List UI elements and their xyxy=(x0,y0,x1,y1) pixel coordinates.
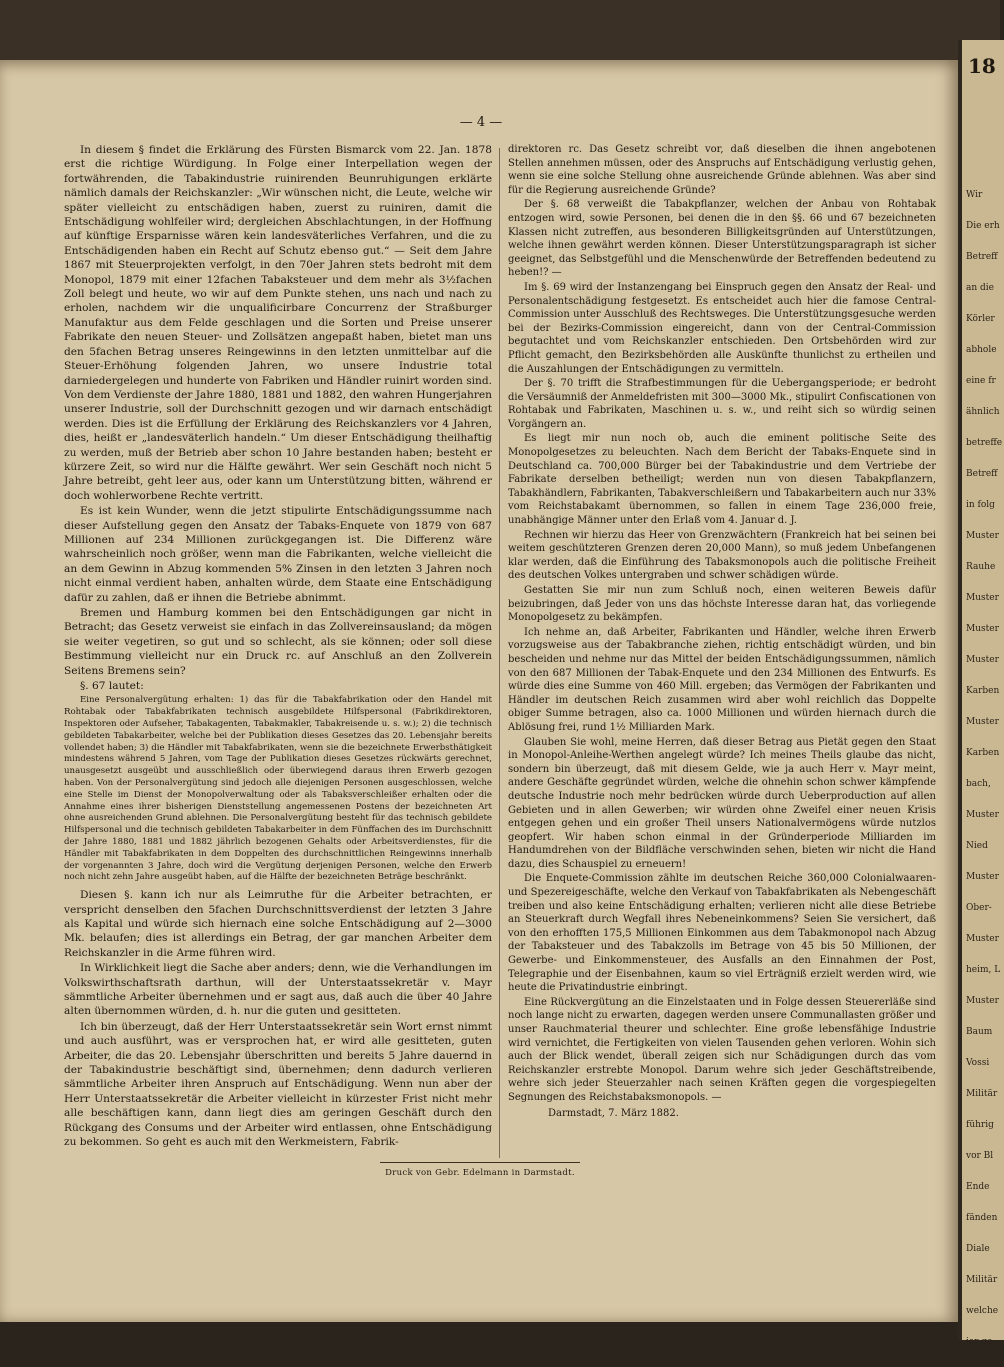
adjacent-page-fragment: bach, xyxy=(966,779,991,789)
paragraph: Der §. 68 verweißt die Tabakpflanzer, welchen der Anbau von Rohtabak entzogen wird, sowie Personen, bei denen die in den §§. 66 und 67 bezeichneten Klassen nicht zutreffen, aus besonderen Billigkeitsgründen auf Unterstützungen, welche ihnen gewährt werden können. Dieser Unterstützungsparagraph ist sicher geeignet, das Selbstgefühl und die Menschenwürde der Betreffenden bedeutend zu heben!? — xyxy=(508,199,936,279)
adjacent-page-fragment: führig xyxy=(966,1120,994,1130)
quoted-law-text: Eine Personalvergütung erhalten: 1) das für die Tabakfabrikation oder den Handel mit Rohtabak oder Tabakfabrikaten technisch ausgebildete Hilfspersonal (Fabrikdirektoren, Inspektoren oder Aufseher, Tabakagenten, Tabakmakler, Tabakreisende u. s. w.); 2) die technisch gebildeten Tabakarbeiter, welche bei der Publikation dieses Gesetzes das 20. Lebensjahr bereits vollendet haben; 3) die Händler mit Tabakfabrikaten, wenn sie die bezeichnete Erwerbsthätigkeit mindestens während 5 Jahren, vom Tage der Publikation dieses Gesetzes rückwärts gerechnet, unausgesetzt ausgeübt und ausschließlich oder überwiegend daraus ihren Erwerb gezogen haben. Von der Personalvergütung sind jedoch alle diejenigen Personen ausgeschlossen, welche eine Stelle im Dienst der Monopolverwaltung oder als Tabaksverschleißer erhalten oder die Annahme eines ihrer bisherigen Dienststellung angemessenen Postens der bezeichneten Art ohne ausreichenden Grund ablehnen. Die Personalvergütung besteht für das technisch gebildete Hilfspersonal und die technisch gebildeten Tabakarbeiter in dem Fünffachen des im Durchschnitt der Jahre 1880, 1881 und 1882 jährlich bezogenen Gehalts oder Arbeitsverdienstes, für die Händler mit Tabakfabrikaten in dem Doppelten des durchschnittlichen Reingewinns innerhalb der vorgenannten 3 Jahre, doch wird die Vergütung derjenigen Personen, welche den Erwerb noch nicht zehn Jahre ausgeübt haben, auf die Hälfte der bezeichneten Beträge beschränkt. xyxy=(64,695,492,883)
paragraph: Glauben Sie wohl, meine Herren, daß dieser Betrag aus Pietät gegen den Staat in Monopol-Anleihe-Werthen angelegt würde? Ich meines Theils glaube das nicht, sondern bin überzeugt, daß mit diesem Gelde, wie ja auch Herr v. Mayr meint, andere Geschäfte gegründet würden, welche die ohnehin schon schwer kämpfende deutsche Industrie noch mehr bedrücken würde durch Ueberproduction auf allen Gebieten und in allen Gewerben; wir würden ohne Zweifel einer neuen Krisis entgegen gehen und ein großer Theil unsers Nationalvermögens würde nutzlos geopfert. Wir haben schon einmal in der Gründerperiode Milliarden im Handumdrehen von der Bildfläche verschwinden sehen, bieten wir nicht die Hand dazu, dies Schauspiel zu erneuern! xyxy=(508,736,936,870)
paragraph: Der §. 70 trifft die Strafbestimmungen für die Uebergangsperiode; er bedroht die Versäumniß der Anmeldefristen mit 300—3000 Mk., stipulirt Confiscationen von Rohtabak und Fabrikaten, Maschinen u. s. w., und reiht sich so würdig seinen Vorgängern an. xyxy=(508,378,936,430)
dateline: Darmstadt, 7. März 1882. xyxy=(548,1107,679,1119)
paragraph: Eine Rückvergütung an die Einzelstaaten und in Folge dessen Steuererläße sind noch lange nicht zu erwarten, dagegen werden unsere Communallasten größer und unser Rauchmaterial theurer und schlechter. Eine große lebensfähige Industrie wird vernichtet, die Fertigkeiten von vielen Tausenden gehen verloren. Wohin sich auch der Blick wendet, überall zeigen sich nur Schädigungen durch das vom Reichskanzler erstrebte Monopol. Darum wehre sich jeder Geschäftstreibende, wehre sich jeder Steuerzahler nach seinen Kräften gegen die vorgespiegelten Segnungen des Reichstabaksmonopols. — xyxy=(508,996,936,1103)
adjacent-page-fragment: fänden xyxy=(966,1213,998,1223)
adjacent-page-fragment: Baum xyxy=(966,1027,993,1037)
paragraph: Rechnen wir hierzu das Heer von Grenzwächtern (Frankreich hat bei seinen bei weitem geschützteren Grenzen deren 20,000 Mann), so muß jedem Unbefangenen klar werden, daß die Einführung des Tabaksmonopols auch die politische Freiheit des deutschen Volkes untergraben und schwer schädigen würde. xyxy=(508,529,936,582)
adjacent-page-fragment: Ober- xyxy=(966,903,992,913)
adjacent-page-fragment: Vossi xyxy=(966,1058,990,1068)
adjacent-page-fragment: ähnlich xyxy=(966,407,1000,417)
adjacent-page-fragment: in folg xyxy=(966,500,995,510)
imprint-divider xyxy=(380,1162,580,1163)
adjacent-page-fragment: Muster xyxy=(966,531,999,541)
adjacent-page-fragment: heim, L xyxy=(966,965,1001,975)
paragraph: In diesem § findet die Erklärung des Fürsten Bismarck vom 22. Jan. 1878 erst die richtige Würdigung. In Folge einer Interpellation wegen der fortwährenden, die Tabakindustrie ruinirenden Beunruhigungen erklärte nämlich damals der Reichskanzler: „Wir wünschen nicht, die Leute, welche wir später vielleicht zu entschädigen haben, zuerst zu ruiniren, damit die Entschädigung wohlfeiler wird; dergleichen Abschlachtungen, in der Hoffnung auf künftige Ersparnisse wären kein landesväterliches Verfahren, und die zu Entschädigenden haben ein Recht auf Schutz ebenso gut.“ — Seit dem Jahre 1867 mit Steuerprojekten verfolgt, in den 70er Jahren stets bedroht mit dem Monopol, 1879 mit einer 12fachen Tabaksteuer und dem mehr als 3½fachen Zoll belegt und heute, wo wir auf dem Punkte stehen, uns nach und nach zu erholen, nachdem wir die unqualificirbare Concurrenz der Straßburger Manufaktur aus dem Felde geschlagen und die Sorten und Preise unserer Fabrikate den neuen Steuer- und Zollsätzen angepaßt haben, bietet man uns den 5fachen Betrag unseres Reingewinns in den letzten unmittelbar auf die Steuer-Erhöhung folgenden Jahren, wo unsere Industrie total darniedergelegen und hunderte von Fabriken und Händler ruinirt worden sind. Von dem Verdienste der Jahre 1880, 1881 und 1882, den wahren Hungerjahren unserer Industrie, soll der Durchschnitt gezogen und wir darnach entschädigt werden. Dies ist die Erfüllung der Erklärung des Reichskanzlers vor 4 Jahren, dies, heißt er „landesväterlich handeln.“ Um dieser Entschädigung theilhaftig zu werden, muß der Betrieb aber schon 10 Jahre bestanden haben; besteht er kürzere Zeit, so wird nur die Hälfte gewährt. Wer sein Geschäft noch nicht 5 Jahre betreibt, geht leer aus, oder kann um Unterstützung bitten, während er doch wohlerworbene Rechte vertritt. xyxy=(64,144,492,502)
adjacent-page-fragment: Militär xyxy=(966,1089,998,1099)
adjacent-page-fragment: Muster xyxy=(966,934,999,944)
right-column xyxy=(508,143,936,1121)
paragraph: direktoren rc. Das Gesetz schreibt vor, daß dieselben die ihnen angebotenen Stellen annehmen müssen, oder des Anspruchs auf Entschädigung verlustig gehen, wenn sie eine solche Stellung ohne ausreichende Gründe ablehnen. Was aber sind für die Regierung ausreichende Gründe? xyxy=(508,144,936,196)
paragraph: Bremen und Hamburg kommen bei den Entschädigungen gar nicht in Betracht; das Gesetz verweist sie einfach in das Zollvereinsausland; da mögen sie weiter vegetiren, so gut und so schlecht, als sie können; oder soll diese Bestimmung vielleicht nur ein Druck rc. auf Anschluß an den Zollverein Seitens Bremens sein? xyxy=(64,607,492,677)
adjacent-page-fragment: Nied xyxy=(966,841,988,851)
adjacent-page-fragment: Muster xyxy=(966,655,999,665)
adjacent-page-fragment: Militär xyxy=(966,1275,998,1285)
adjacent-page-fragment: abhole xyxy=(966,345,997,355)
adjacent-page-fragment: Diale xyxy=(966,1244,990,1254)
adjacent-page-fragment: an die xyxy=(966,283,994,293)
adjacent-page-fragment: Muster xyxy=(966,717,999,727)
paragraph: Es liegt mir nun noch ob, auch die eminent politische Seite des Monopolgesetzes zu beleuchten. Nach dem Bericht der Tabaks-Enquete sind in Deutschland ca. 700,000 Bürger bei der Tabakindustrie und dem Vertriebe der Fabrikate derselben betheiligt; werden nun von diesen Tabakpflanzern, Tabakhändlern, Fabrikanten, Tabakverschleißern und Tabakarbeitern auch nur 33% vom Reichstabakamt übernommen, so fallen in einem Tage 236,000 freie, unabhängige Männer unter den Erlaß vom 4. Januar d. J. xyxy=(508,433,936,527)
adjacent-page-fragment: vor Bl xyxy=(966,1151,994,1161)
adjacent-page-fragment: Wir xyxy=(966,190,983,200)
paragraph: Gestatten Sie mir nun zum Schluß noch, einen weiteren Beweis dafür beizubringen, daß Jeder von uns das höchste Interesse daran hat, das vorliegende Monopolgesetz zu bekämpfen. xyxy=(508,585,936,624)
dark-background-top xyxy=(0,0,1000,60)
adjacent-page-fragment: jer ge xyxy=(966,1337,993,1347)
paragraph: Die Enquete-Commission zählte im deutschen Reiche 360,000 Colonialwaaren- und Spezereigeschäfte, welche den Verkauf von Tabakfabrikaten als Nebengeschäft treiben und also keine Entschädigung erhalten; verlieren nicht alle diese Betriebe an Steuerkraft durch Wegfall ihres Nebeneinkommens? Seien Sie versichert, daß von den erhofften 175,5 Millionen Einkommen aus dem Tabakmonopol nach Abzug der Tabaksteuer und des Tabakzolls im Betrage von 45 bis 50 Millionen, der Gewerbe- und Einkommensteuer, des Ausfalls an den Einnahmen der Post, Telegraphie und der Eisenbahnen, kaum so viel Erträgniß erzielt werden wird, wie heute die Privatindustrie einbringt. xyxy=(508,873,936,994)
adjacent-page-fragment: Muster xyxy=(966,872,999,882)
adjacent-page-fragment: Ende xyxy=(966,1182,990,1192)
page-number: — 4 — xyxy=(459,115,503,130)
adjacent-page-fragment: Karben xyxy=(966,686,1000,696)
adjacent-page-fragment: Karben xyxy=(966,748,1000,758)
paragraph: Ich bin überzeugt, daß der Herr Unterstaatssekretär sein Wort ernst nimmt und auch ausführt, was er versprochen hat, er wird alle gesitteten, guten Arbeiter, die das 20. Lebensjahr überschritten und bereits 5 Jahre dauernd in der Tabakindustrie beschäftigt sind, übernehmen; denn dadurch verlieren sämmtliche Arbeiter ihren Anspruch auf Entschädigung. Wenn nun aber der Herr Unterstaatssekretär die Arbeiter vielleicht in kürzester Frist nicht mehr alle beschäftigen kann, dann liegt dies am geringen Geschäft durch den Rückgang des Consums und der Arbeiter wird entlassen, ohne Entschädigung zu bekommen. So geht es auch mit den Werkmeistern, Fabrik- xyxy=(64,1020,492,1149)
paragraph: Ich nehme an, daß Arbeiter, Fabrikanten und Händler, welche ihren Erwerb vorzugsweise aus der Tabakbranche ziehen, richtig entschädigt würden, und bin bescheiden und nehme nur das Mittel der beiden Entschädigungssummen, nämlich von den 687 Millionen der Tabak-Enquete und den 234 Millionen des Entwurfs. Es würde dies eine Summe von 460 Mill. ergeben; das Vermögen der Fabrikanten und Händler im deutschen Reich zusammen wird aber wohl reichlich das Doppelte obiger Summe betragen, also ca. 1000 Millionen und würden hiernach durch die Ablösung frei, rund 1½ Milliarden Mark. xyxy=(508,626,936,733)
adjacent-page-fragment: Muster xyxy=(966,996,999,1006)
paragraph-heading: §. 67 lautet: xyxy=(80,680,144,693)
adjacent-page-fragment: Rauhe xyxy=(966,562,996,572)
paragraph: Diesen §. kann ich nur als Leimruthe für die Arbeiter betrachten, er verspricht denselben den 5fachen Durchschnittsverdienst der letzten 3 Jahre als Kapital und würde sich hiernach eine solche Entschädigung auf 2—3000 Mk. belaufen; dies ist allerdings ein Betrag, der gar manchen Arbeiter dem Reichskanzler in die Arme führen wird. xyxy=(64,889,492,959)
adjacent-page-fragment: Muster xyxy=(966,593,999,603)
adjacent-page-fragment: Muster xyxy=(966,810,999,820)
adjacent-page-fragment: eine fr xyxy=(966,376,996,386)
adjacent-page-edge xyxy=(958,40,1004,1347)
printer-imprint: Druck von Gebr. Edelmann in Darmstadt. xyxy=(385,1168,575,1178)
adjacent-page-fragment: betreffe xyxy=(966,438,1003,448)
paragraph: Im §. 69 wird der Instanzengang bei Einspruch gegen den Ansatz der Real- und Personalentschädigung festgesetzt. Es entscheidet auch hier die famose Central-Commission unter Ausschluß des Rechtsweges. Die Unterstützungsgesuche werden bei der Bezirks-Commission eingereicht, dann von der Central-Commission begutachtet und vom Reichskanzler entschieden. Den Ortsbehörden wird zur Pflicht gemacht, den Bezirksbehörden alle Auskünfte thunlichst zu ertheilen und die Auszahlungen der Entschädigungen zu vermitteln. xyxy=(508,281,936,375)
adjacent-page-fragment: Betreff xyxy=(966,469,998,479)
adjacent-page-fragment: Betreff xyxy=(966,252,998,262)
paragraph: In Wirklichkeit liegt die Sache aber anders; denn, wie die Verhandlungen im Volkswirthschaftsrath darthun, will der Unterstaatssekretär v. Mayr sämmtliche Arbeiter übernehmen und er sagt aus, daß auch die über 40 Jahre alten übernommen würden, d. h. nur die guten und gesitteten. xyxy=(64,962,492,1018)
adjacent-page-fragment: Muster xyxy=(966,624,999,634)
left-column xyxy=(64,143,492,1151)
column-divider xyxy=(499,148,500,1158)
paragraph: Es ist kein Wunder, wenn die jetzt stipulirte Entschädigungssumme nach dieser Aufstellung gegen den Ansatz der Tabaks-Enquete von 1879 von 687 Millionen auf 234 Millionen zurückgegangen ist. Die Differenz wäre wahrscheinlich noch größer, wenn man die Fabrikanten, welche vielleicht die an dem Gewinn in Abzug kommenden 5% Zinsen in den letzten 3 Jahren noch nicht einmal verdient haben, anhalten würde, dem Staate eine Entschädigung dafür zu zahlen, daß er ihnen die Betriebe abnimmt. xyxy=(64,505,492,604)
adjacent-page-number: 18 xyxy=(968,54,996,78)
adjacent-page-fragment: Körler xyxy=(966,314,995,324)
adjacent-page-fragment: Die erh xyxy=(966,221,1000,231)
adjacent-page-fragment: welche xyxy=(966,1306,999,1316)
